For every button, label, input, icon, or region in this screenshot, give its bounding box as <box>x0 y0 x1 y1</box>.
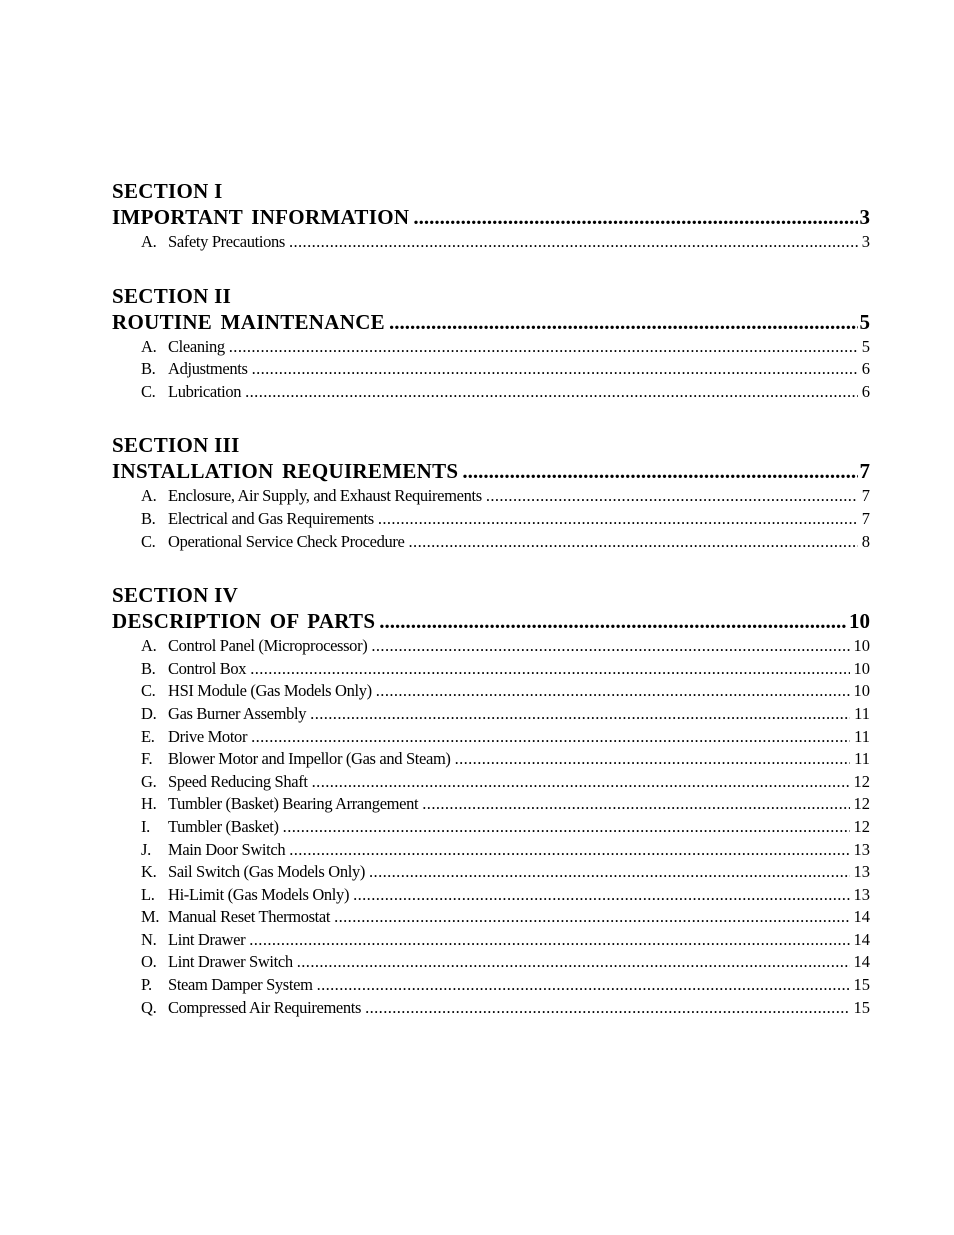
section-label: SECTION III <box>112 433 240 458</box>
dot-leader <box>462 458 857 485</box>
toc-entry <box>112 726 870 749</box>
entry-title: Hi-Limit (Gas Models Only) <box>168 884 350 904</box>
entry-page-number: 12 <box>853 771 870 791</box>
entry-page-number: 15 <box>853 997 870 1017</box>
entry-title: Drive Motor <box>168 726 248 746</box>
entry-page-number: 6 <box>861 381 870 401</box>
toc-entry <box>112 861 870 884</box>
toc-entry <box>112 531 870 554</box>
entry-page-number: 7 <box>861 486 870 506</box>
entry-page-number: 11 <box>854 749 870 769</box>
entry-letter: F. <box>141 749 153 769</box>
toc-entry <box>112 929 870 952</box>
section-title-row <box>112 309 870 336</box>
toc-section <box>112 582 870 1019</box>
entry-page-number: 11 <box>854 726 870 746</box>
entry-letter: N. <box>141 929 157 949</box>
dot-leader <box>317 974 850 997</box>
dot-leader <box>409 531 858 554</box>
entry-title: Steam Damper System <box>168 975 313 995</box>
entry-title: Main Door Switch <box>168 839 286 859</box>
entry-letter: B. <box>141 658 156 678</box>
entry-page-number: 6 <box>861 359 870 379</box>
toc-entry <box>112 748 870 771</box>
toc-entry <box>112 997 870 1020</box>
entry-title: Electrical and Gas Requirements <box>168 508 374 528</box>
entry-page-number: 13 <box>853 862 870 882</box>
toc-section <box>112 178 870 254</box>
entry-letter: Q. <box>141 997 157 1017</box>
toc-entry <box>112 703 870 726</box>
toc-entry <box>112 508 870 531</box>
section-title: INSTALLATION REQUIREMENTS <box>112 459 459 484</box>
entry-letter: A. <box>141 336 157 356</box>
entry-page-number: 7 <box>861 508 870 528</box>
entry-letter: C. <box>141 531 156 551</box>
dot-leader <box>379 608 847 635</box>
entry-letter: G. <box>141 771 157 791</box>
entry-letter: C. <box>141 381 156 401</box>
toc-entry <box>112 771 870 794</box>
dot-leader <box>312 771 850 794</box>
dot-leader <box>378 508 858 531</box>
section-title: DESCRIPTION OF PARTS <box>112 609 376 634</box>
entry-letter: M. <box>141 907 160 927</box>
entry-title: Control Box <box>168 658 247 678</box>
entry-title: Lubrication <box>168 381 242 401</box>
toc-entry <box>112 816 870 839</box>
toc-entry <box>112 358 870 381</box>
entry-title: HSI Module (Gas Models Only) <box>168 681 372 701</box>
entry-letter: A. <box>141 232 157 251</box>
dot-leader <box>310 703 850 726</box>
section-label: SECTION I <box>112 179 223 203</box>
entry-letter: C. <box>141 681 156 701</box>
entry-title: Safety Precautions <box>168 232 285 251</box>
entry-page-number: 12 <box>853 794 870 814</box>
toc-section <box>112 432 870 553</box>
dot-leader <box>422 793 849 816</box>
dot-leader <box>376 680 850 703</box>
entry-letter: A. <box>141 486 157 506</box>
entry-letter: D. <box>141 703 157 723</box>
entry-page-number: 5 <box>861 336 870 356</box>
dot-leader <box>245 381 858 404</box>
dot-leader <box>249 929 849 952</box>
entry-page-number: 12 <box>853 816 870 836</box>
toc-entry <box>112 906 870 929</box>
toc-entry <box>112 974 870 997</box>
dot-leader <box>455 748 851 771</box>
entry-letter: P. <box>141 975 152 995</box>
section-title-row <box>112 458 870 485</box>
dot-leader <box>250 658 849 681</box>
toc-entry <box>112 951 870 974</box>
toc-entry <box>112 680 870 703</box>
entry-title: Enclosure, Air Supply, and Exhaust Requirements <box>168 486 482 506</box>
section-title-row <box>112 608 870 635</box>
entry-title: Gas Burner Assembly <box>168 703 307 723</box>
entry-page-number: 14 <box>853 929 870 949</box>
dot-leader <box>289 231 858 254</box>
dot-leader <box>371 635 849 658</box>
dot-leader <box>334 906 849 929</box>
section-title: ROUTINE MAINTENANCE <box>112 309 385 334</box>
entry-page-number: 13 <box>853 884 870 904</box>
section-page-number: 5 <box>859 309 870 334</box>
toc-entry <box>112 485 870 508</box>
toc-entry <box>112 231 870 254</box>
dot-leader <box>251 726 850 749</box>
entry-title: Speed Reducing Shaft <box>168 771 308 791</box>
table-of-contents <box>112 178 870 1048</box>
entry-letter: B. <box>141 359 156 379</box>
entry-page-number: 10 <box>853 636 870 656</box>
entry-letter: E. <box>141 726 155 746</box>
entry-page-number: 13 <box>853 839 870 859</box>
toc-entry <box>112 635 870 658</box>
entry-title: Adjustments <box>168 359 248 379</box>
entry-title: Manual Reset Thermostat <box>168 907 331 927</box>
dot-leader <box>353 884 849 907</box>
entry-page-number: 10 <box>853 681 870 701</box>
section-page-number: 10 <box>849 609 870 634</box>
toc-entry <box>112 884 870 907</box>
section-label: SECTION IV <box>112 583 239 608</box>
entry-title: Tumbler (Basket) <box>168 816 279 836</box>
section-page-number: 3 <box>859 205 870 229</box>
entry-letter: H. <box>141 794 157 814</box>
dot-leader <box>486 485 858 508</box>
entry-title: Control Panel (Microprocessor) <box>168 636 368 656</box>
entry-title: Cleaning <box>168 336 225 356</box>
dot-leader <box>229 336 858 359</box>
entry-title: Blower Motor and Impellor (Gas and Steam) <box>168 749 451 769</box>
section-title-row <box>112 204 870 231</box>
dot-leader <box>252 358 858 381</box>
dot-leader <box>369 861 849 884</box>
dot-leader <box>413 204 857 231</box>
entry-letter: B. <box>141 508 156 528</box>
toc-entry <box>112 793 870 816</box>
toc-entry <box>112 381 870 404</box>
toc-section <box>112 283 870 404</box>
entry-page-number: 8 <box>861 531 870 551</box>
dot-leader <box>297 951 850 974</box>
dot-leader <box>365 997 849 1020</box>
entry-letter: L. <box>141 884 155 904</box>
entry-letter: J. <box>141 839 151 859</box>
entry-letter: A. <box>141 636 157 656</box>
entry-page-number: 14 <box>853 952 870 972</box>
entry-page-number: 15 <box>853 975 870 995</box>
toc-entry <box>112 658 870 681</box>
entry-letter: K. <box>141 862 157 882</box>
dot-leader <box>283 816 850 839</box>
entry-title: Lint Drawer <box>168 929 246 949</box>
entry-title: Operational Service Check Procedure <box>168 531 405 551</box>
entry-letter: I. <box>141 816 150 836</box>
section-page-number: 7 <box>859 459 870 484</box>
entry-page-number: 14 <box>853 907 870 927</box>
toc-entry <box>112 839 870 862</box>
entry-page-number: 10 <box>853 658 870 678</box>
entry-title: Lint Drawer Switch <box>168 952 293 972</box>
entry-title: Sail Switch (Gas Models Only) <box>168 862 366 882</box>
entry-letter: O. <box>141 952 157 972</box>
entry-title: Tumbler (Basket) Bearing Arrangement <box>168 794 419 814</box>
section-title: IMPORTANT INFORMATION <box>112 205 410 229</box>
entry-page-number: 11 <box>854 703 870 723</box>
section-label: SECTION II <box>112 283 232 308</box>
entry-title: Compressed Air Requirements <box>168 997 362 1017</box>
toc-entry <box>112 336 870 359</box>
entry-page-number: 3 <box>861 232 870 251</box>
dot-leader <box>289 839 849 862</box>
dot-leader <box>389 309 858 336</box>
